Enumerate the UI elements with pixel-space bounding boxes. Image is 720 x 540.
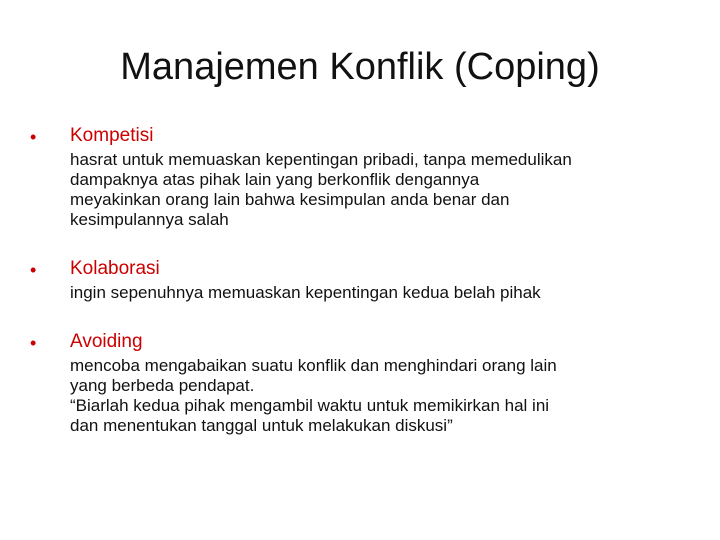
bullet-list <box>30 124 670 463</box>
bullet-item-kolaborasi <box>30 257 670 303</box>
body-line: kesimpulannya salah <box>70 210 229 229</box>
body-line: dan menentukan tanggal untuk melakukan diskusi” <box>70 416 453 435</box>
body-line: meyakinkan orang lain bahwa kesimpulan anda benar dan <box>70 190 510 209</box>
body-line: mencoba mengabaikan suatu konflik dan menghindari orang lain <box>70 356 557 375</box>
body-line: “Biarlah kedua pihak mengambil waktu untuk memikirkan hal ini <box>70 396 550 415</box>
bullet-icon: • <box>30 260 37 280</box>
bullet-item-kompetisi <box>30 124 670 230</box>
body-line: hasrat untuk memuaskan kepentingan pribadi, tanpa memedulikan <box>70 150 572 169</box>
bullet-heading: Kompetisi <box>70 125 154 146</box>
bullet-item-avoiding <box>30 330 670 436</box>
bullet-icon: • <box>30 127 37 147</box>
bullet-heading: Avoiding <box>70 331 143 352</box>
bullet-body <box>70 283 670 303</box>
bullet-heading: Kolaborasi <box>70 258 160 279</box>
body-line: yang berbeda pendapat. <box>70 376 255 395</box>
bullet-icon: • <box>30 333 37 353</box>
slide-title: Manajemen Konflik (Coping) <box>120 46 600 88</box>
bullet-body <box>70 150 670 230</box>
bullet-body <box>70 356 670 436</box>
body-line: ingin sepenuhnya memuaskan kepentingan kedua belah pihak <box>70 283 541 302</box>
body-line: dampaknya atas pihak lain yang berkonflik dengannya <box>70 170 480 189</box>
